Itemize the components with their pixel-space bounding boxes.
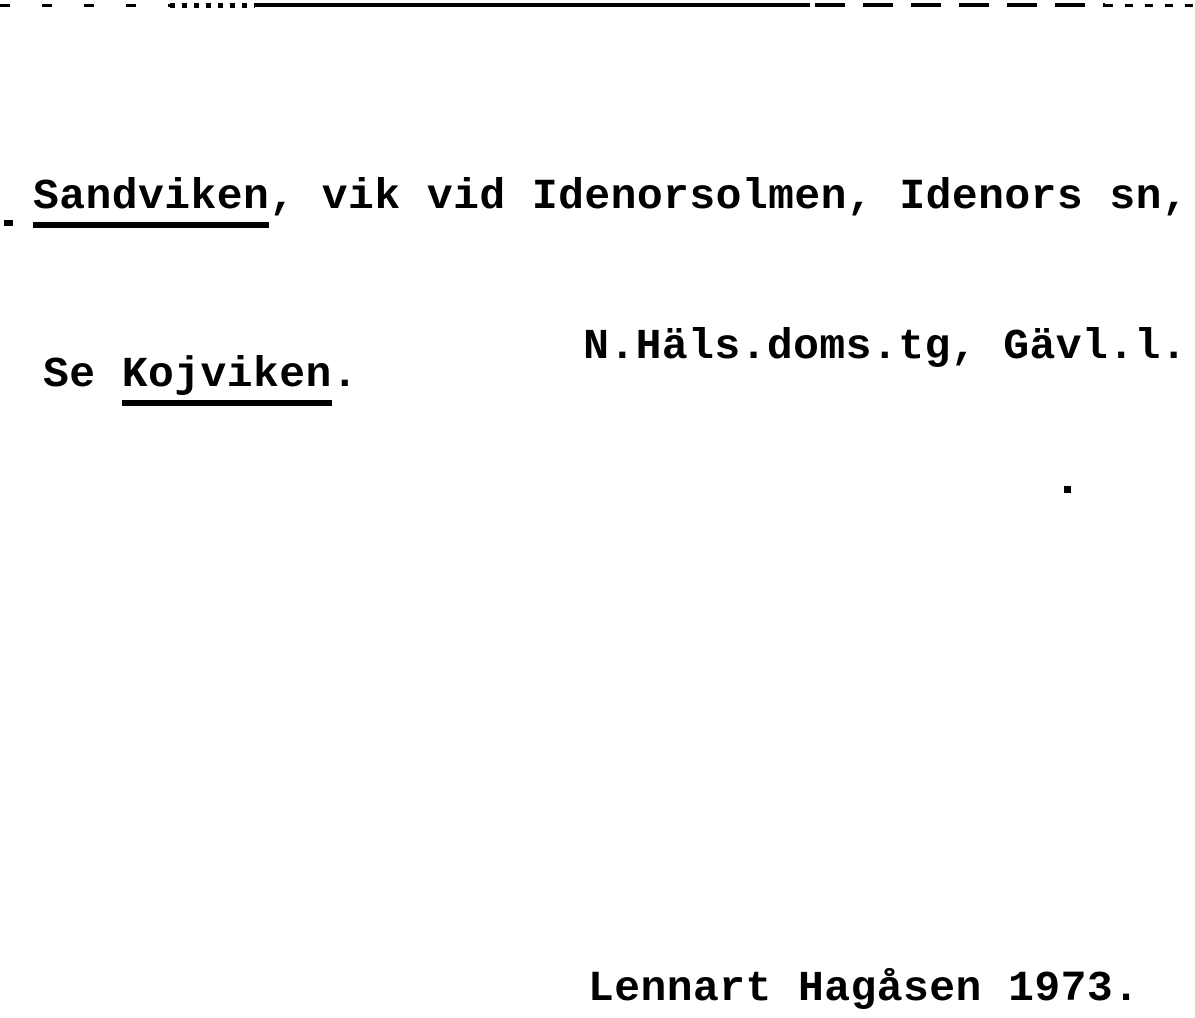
heading-block bbox=[33, 72, 1187, 472]
ink-speck-left bbox=[4, 220, 13, 226]
cross-reference-target: Kojviken bbox=[122, 350, 332, 406]
heading-line-2: N.Häls.doms.tg, Gävl.l. bbox=[583, 322, 1187, 371]
headword: Sandviken bbox=[33, 172, 269, 228]
ink-speck-right bbox=[1064, 486, 1071, 493]
cross-reference-prefix: Se bbox=[43, 350, 122, 399]
signature-line: Lennart Hagåsen 1973. bbox=[588, 964, 1140, 1013]
heading-line-1-rest: , vik vid Idenorsolmen, Idenors sn, bbox=[269, 172, 1189, 221]
heading-line-1 bbox=[33, 172, 1187, 222]
cross-reference-line bbox=[43, 350, 358, 400]
cross-reference-suffix: . bbox=[331, 350, 359, 399]
card-top-torn-edge bbox=[0, 2, 1195, 10]
